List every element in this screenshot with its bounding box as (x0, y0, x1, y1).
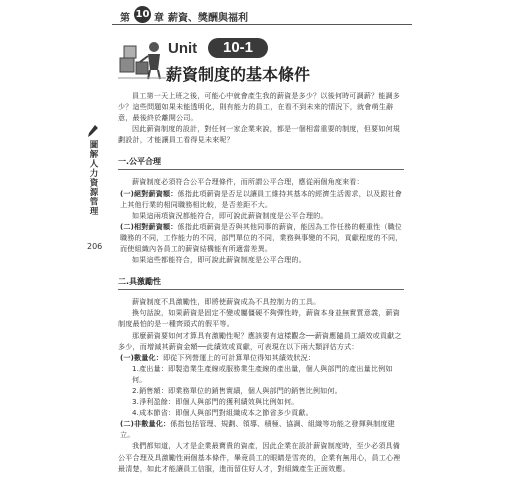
section-2-sub1 (118, 352, 404, 363)
section-2-rule (118, 289, 404, 290)
sub1-text: 即從下列營運上的可計算單位得知其績效狀況： (163, 352, 316, 362)
chapter-suffix: 章 (154, 13, 164, 24)
sub1-label: (一)數量化： (120, 352, 164, 362)
closing-paragraph: 我們都知道，人才是企業最寶貴的資產，因此企業在設計薪資制度時，至少必須具備公平合理及具激勵性兩個基本條件，畢竟員工的眼睛是雪亮的，企業有無用心，員工心裡最清楚，如此才能讓員工信服，進而留住好人才，對組織產生正面效應。 (118, 441, 401, 473)
list-item: 2.銷售額：即業務單位的銷售實績，個人與部門的銷售比例如何。 (132, 385, 342, 395)
page-title: 薪資制度的基本條件 (166, 65, 311, 84)
section-1-sub2-note: 如果這些都能符合，即可說此薪資制度是公平合理的。 (132, 255, 306, 265)
section-2-intro-1: 薪資制度不具激勵性，即將使薪資成為不具控制力的工具。 (132, 297, 321, 307)
sub2-text: 係指此項薪資是否與其他同事的薪資，能因為工作任務的輕重性（職位職務的不同，工作能力的不同，部門單位的不同，業務與事變的不同，貢獻程度的不同，而使組織內各員工的薪資結構能有所適當差異。 (120, 221, 403, 254)
unit-number-badge: 10-1 (208, 38, 268, 58)
sub1-label: (一)絕對薪資額： (120, 188, 178, 198)
intro-paragraph-2: 因此薪資制度的設計，對任何一家企業來說，都是一個相當重要的制度，但要如何規劃設計，才能讓員工看得見未來呢？ (118, 124, 401, 145)
section-1-sub1 (118, 188, 404, 210)
sub2-text: 係指包括管理、規劃、領導、積極、協調、組織等功能之發揮與制度建立。 (120, 419, 395, 440)
section-2-sub2 (118, 418, 404, 440)
unit-illustration-icon (118, 38, 166, 80)
sub2-label: (二)相對薪資額： (120, 221, 178, 231)
chapter-number-badge: 10 (134, 6, 151, 23)
section-2-intro-3: 那麼薪資要如何才算具有激勵性呢？應該要有這樣觀念──薪資應隨員工績效或貢獻之多少，而增減其薪資金額──此績效或貢獻，可表現在以下兩大類評估方式： (118, 330, 402, 351)
intro-paragraph-1: 員工第一天上班之後，可能心中就會產生我的薪資是多少？以後何時可調薪？能調多少？這些問題如果未能透明化，則有能力的員工，在看不到未來的情況下，就會萌生辭意，最後終於離開公司。 (118, 91, 401, 123)
chapter-title: 薪資、獎酬與福利 (168, 13, 248, 24)
section-1-sub1-note: 如果這兩項資況都能符合，即可說此薪資制度是公平合理的。 (132, 210, 328, 220)
list-item: 1.產出量：即製造業生產線或服務業生產線的產出量，個人與部門的產出量比例如何。 (132, 363, 393, 384)
section-2-title: 二.具激勵性 (118, 277, 162, 287)
book-title-vertical: 圖解人力資源管理 (88, 140, 98, 216)
section-2-intro-2: 換句話說，如果薪資是固定不變或屬僵硬不夠彈性時，薪資本身並無實質意義，薪資制度最怕的是一種齊頭式的假平等。 (118, 308, 401, 329)
chapter-prefix: 第 (120, 13, 130, 24)
list-item: 3.淨利盈餘：即個人與部門的獲利績效與比例如何。 (132, 397, 299, 407)
page-number: 206 (87, 242, 103, 251)
section-1-rule (118, 169, 404, 170)
pen-icon (88, 125, 98, 137)
header-rule (112, 24, 412, 25)
sub1-text: 係指此項薪資是否足以讓員工維持其基本的經濟生活需求，以及跟社會上其他行業的相同職務相比較，是否差距不大。 (120, 188, 403, 209)
sub2-label: (二)非數量化： (120, 419, 171, 429)
main-content (118, 90, 404, 474)
running-header (112, 8, 412, 26)
section-1-lead: 薪資制度必須符合公平合理條件，而所謂公平合理，應從兩個角度來看： (132, 177, 364, 187)
sidebar (86, 125, 100, 216)
unit-label: Unit (168, 40, 198, 57)
section-1-title: 一.公平合理 (118, 157, 162, 167)
section-1-sub2 (118, 221, 404, 254)
list-item: 4.成本節省：即個人與部門對組織成本之節省多少貢獻。 (132, 408, 313, 418)
